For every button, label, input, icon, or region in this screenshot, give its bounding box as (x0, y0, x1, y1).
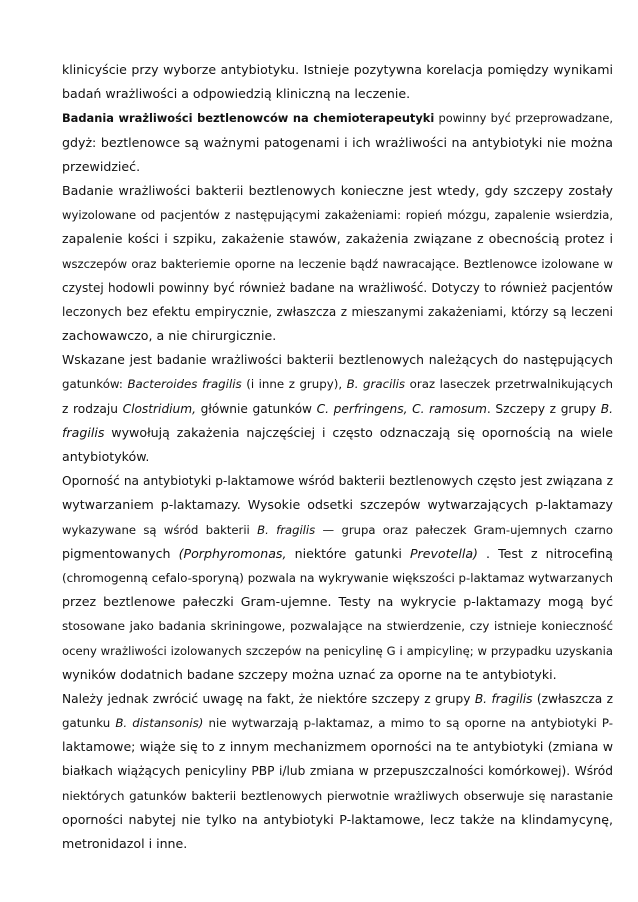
text-run: leczonych bez efektu empirycznie, zwłaszcza z mieszanymi zakażeniami, którzy są leczeni (62, 304, 613, 319)
text-line (62, 735, 613, 759)
bold-text: Badania wrażliwości beztlenowców na chemioterapeutyki (62, 111, 435, 126)
text-run: głównie gatunków (196, 401, 317, 416)
text-run: pigmentowanych (62, 545, 179, 561)
text-run: antybiotyków. (62, 449, 150, 464)
italic-text: Prevotella) (409, 545, 478, 561)
text-run: wywołują zakażenia najczęściej i często odznaczają się opornością na wiele (104, 424, 613, 440)
text-line (62, 542, 613, 566)
document-page (62, 58, 613, 856)
text-run: wytwarzaniem p-laktamazy. Wysokie odsetki szczepów wytwarzających p-laktamazy (62, 497, 613, 513)
text-run: gatunków: (62, 377, 128, 392)
text-run: Oporność na antybiotyki p-laktamowe wśród bakterii beztlenowych często jest związana z (62, 474, 613, 489)
text-run: oporności nabytej nie tylko na antybiotyki P-laktamowe, lecz także na klindamycynę, (62, 811, 613, 827)
text-run: niektórych gatunków bakterii beztlenowych pierwotnie wrażliwych obserwuje się narastanie (62, 788, 613, 803)
text-run: wyników dodatnich badane szczepy można uznać za oporne na te antybiotyki. (62, 666, 557, 682)
text-run: badań wrażliwości a odpowiedzią kliniczną na leczenie. (62, 86, 411, 102)
text-line (62, 106, 613, 130)
text-run: . Test z nitrocefiną (477, 545, 613, 561)
text-run: (zwłaszcza z (532, 691, 613, 706)
text-run: wszczepów oraz bakteriemie oporne na leczenie bądź nawracające. Beztlenowce izolowane w (62, 256, 613, 271)
italic-text: B. gracilis (346, 377, 406, 392)
text-run: (chromogenną cefalo-sporyną) pozwala na wykrywanie większości p-laktamaz wytwarzanych (62, 570, 613, 585)
text-run: (i inne z grupy), (241, 377, 347, 392)
text-run: metronidazol i inne. (62, 836, 188, 851)
text-line (62, 179, 613, 203)
text-run: gdyż: beztlenowce są ważnymi patogenami i ich wrażliwości na antybiotyki nie można (62, 134, 613, 150)
text-run: niektóre gatunki (286, 545, 410, 561)
text-line (62, 421, 613, 445)
italic-text: Bacteroides fragilis (127, 377, 242, 392)
text-line (62, 252, 613, 276)
text-line (62, 663, 613, 687)
text-line (62, 832, 613, 856)
text-run: wykazywane są wśród bakterii (62, 522, 258, 537)
text-line (62, 82, 613, 106)
text-run: powinny być przeprowadzane, (434, 111, 613, 126)
text-run: z rodzaju (62, 401, 123, 416)
text-line (62, 445, 613, 469)
text-line (62, 808, 613, 832)
text-run: czystej hodowli powinny być również badane na wrażliwość. Dotyczy to również pacjentów (62, 280, 613, 295)
text-run: zapalenie kości i szpiku, zakażenie stawów, zakażenia związane z obecnością protez i (62, 231, 613, 247)
text-run: przez beztlenowe pałeczki Gram-ujemne. Testy na wykrycie p-laktamazy mogą być (62, 594, 613, 610)
text-line (62, 58, 613, 82)
text-line (62, 784, 613, 808)
text-line (62, 324, 613, 348)
text-run: klinicyście przy wyborze antybiotyku. Istnieje pozytywna korelacja pomiędzy wynikami (62, 62, 613, 77)
text-run: laktamowe; wiąże się to z innym mechanizmem oporności na te antybiotyki (zmiana w (62, 739, 613, 755)
text-line (62, 131, 613, 155)
text-run: wyizolowane od pacjentów z następującymi zakażeniami: ropień mózgu, zapalenie wsierdzia, (62, 208, 613, 223)
italic-text: fragilis (62, 424, 105, 440)
text-run: zachowawczo, a nie chirurgicznie. (62, 328, 277, 344)
italic-text: Clostridium, (122, 401, 197, 416)
text-line (62, 276, 613, 300)
text-line (62, 639, 613, 663)
text-run: stosowane jako badania skriningowe, pozwalające na stwierdzenie, czy istnieje konieczność (62, 619, 613, 634)
text-line (62, 397, 613, 421)
text-run: przewidzieć. (62, 158, 141, 174)
text-line (62, 711, 613, 735)
text-line (62, 155, 613, 179)
text-run: oraz laseczek przetrwalnikujących (405, 377, 613, 392)
text-run: nie wytwarzają p-laktamaz, a mimo to są oporne na antybiotyki P- (203, 716, 613, 731)
text-run: białkach wiążących penicyliny PBP i/lub zmiana w przepuszczalności komórkowej). Wśród (62, 764, 613, 779)
text-line (62, 614, 613, 638)
text-line (62, 493, 613, 517)
text-run: gatunku (62, 716, 116, 731)
text-run: . Szczepy z grupy (486, 401, 601, 416)
text-line (62, 227, 613, 251)
text-run: oceny wrażliwości izolowanych szczepów na penicylinę G i ampicylinę; w przypadku uzyskania (62, 643, 613, 658)
text-line (62, 372, 613, 396)
italic-text: (Porphyromonas, (178, 545, 287, 561)
text-run: — grupa oraz pałeczek Gram-ujemnych czarno (315, 522, 613, 537)
text-line (62, 590, 613, 614)
text-run: Należy jednak zwrócić uwagę na fakt, że niektóre szczepy z grupy (62, 691, 475, 706)
text-line (62, 759, 613, 783)
text-line (62, 566, 613, 590)
text-run: Wskazane jest badanie wrażliwości bakterii beztlenowych należących do następujących (62, 352, 613, 368)
text-line (62, 518, 613, 542)
text-line (62, 469, 613, 493)
text-run: Badanie wrażliwości bakterii beztlenowych konieczne jest wtedy, gdy szczepy zostały (62, 182, 613, 198)
text-line (62, 300, 613, 324)
text-line (62, 203, 613, 227)
italic-text: B. fragilis (474, 691, 533, 706)
italic-text: B. distansonis) (115, 716, 204, 731)
italic-text: B. (600, 401, 613, 416)
italic-text: B. fragilis (257, 522, 316, 537)
text-line (62, 348, 613, 372)
text-line (62, 687, 613, 711)
italic-text: C. perfringens, C. ramosum (316, 401, 487, 416)
